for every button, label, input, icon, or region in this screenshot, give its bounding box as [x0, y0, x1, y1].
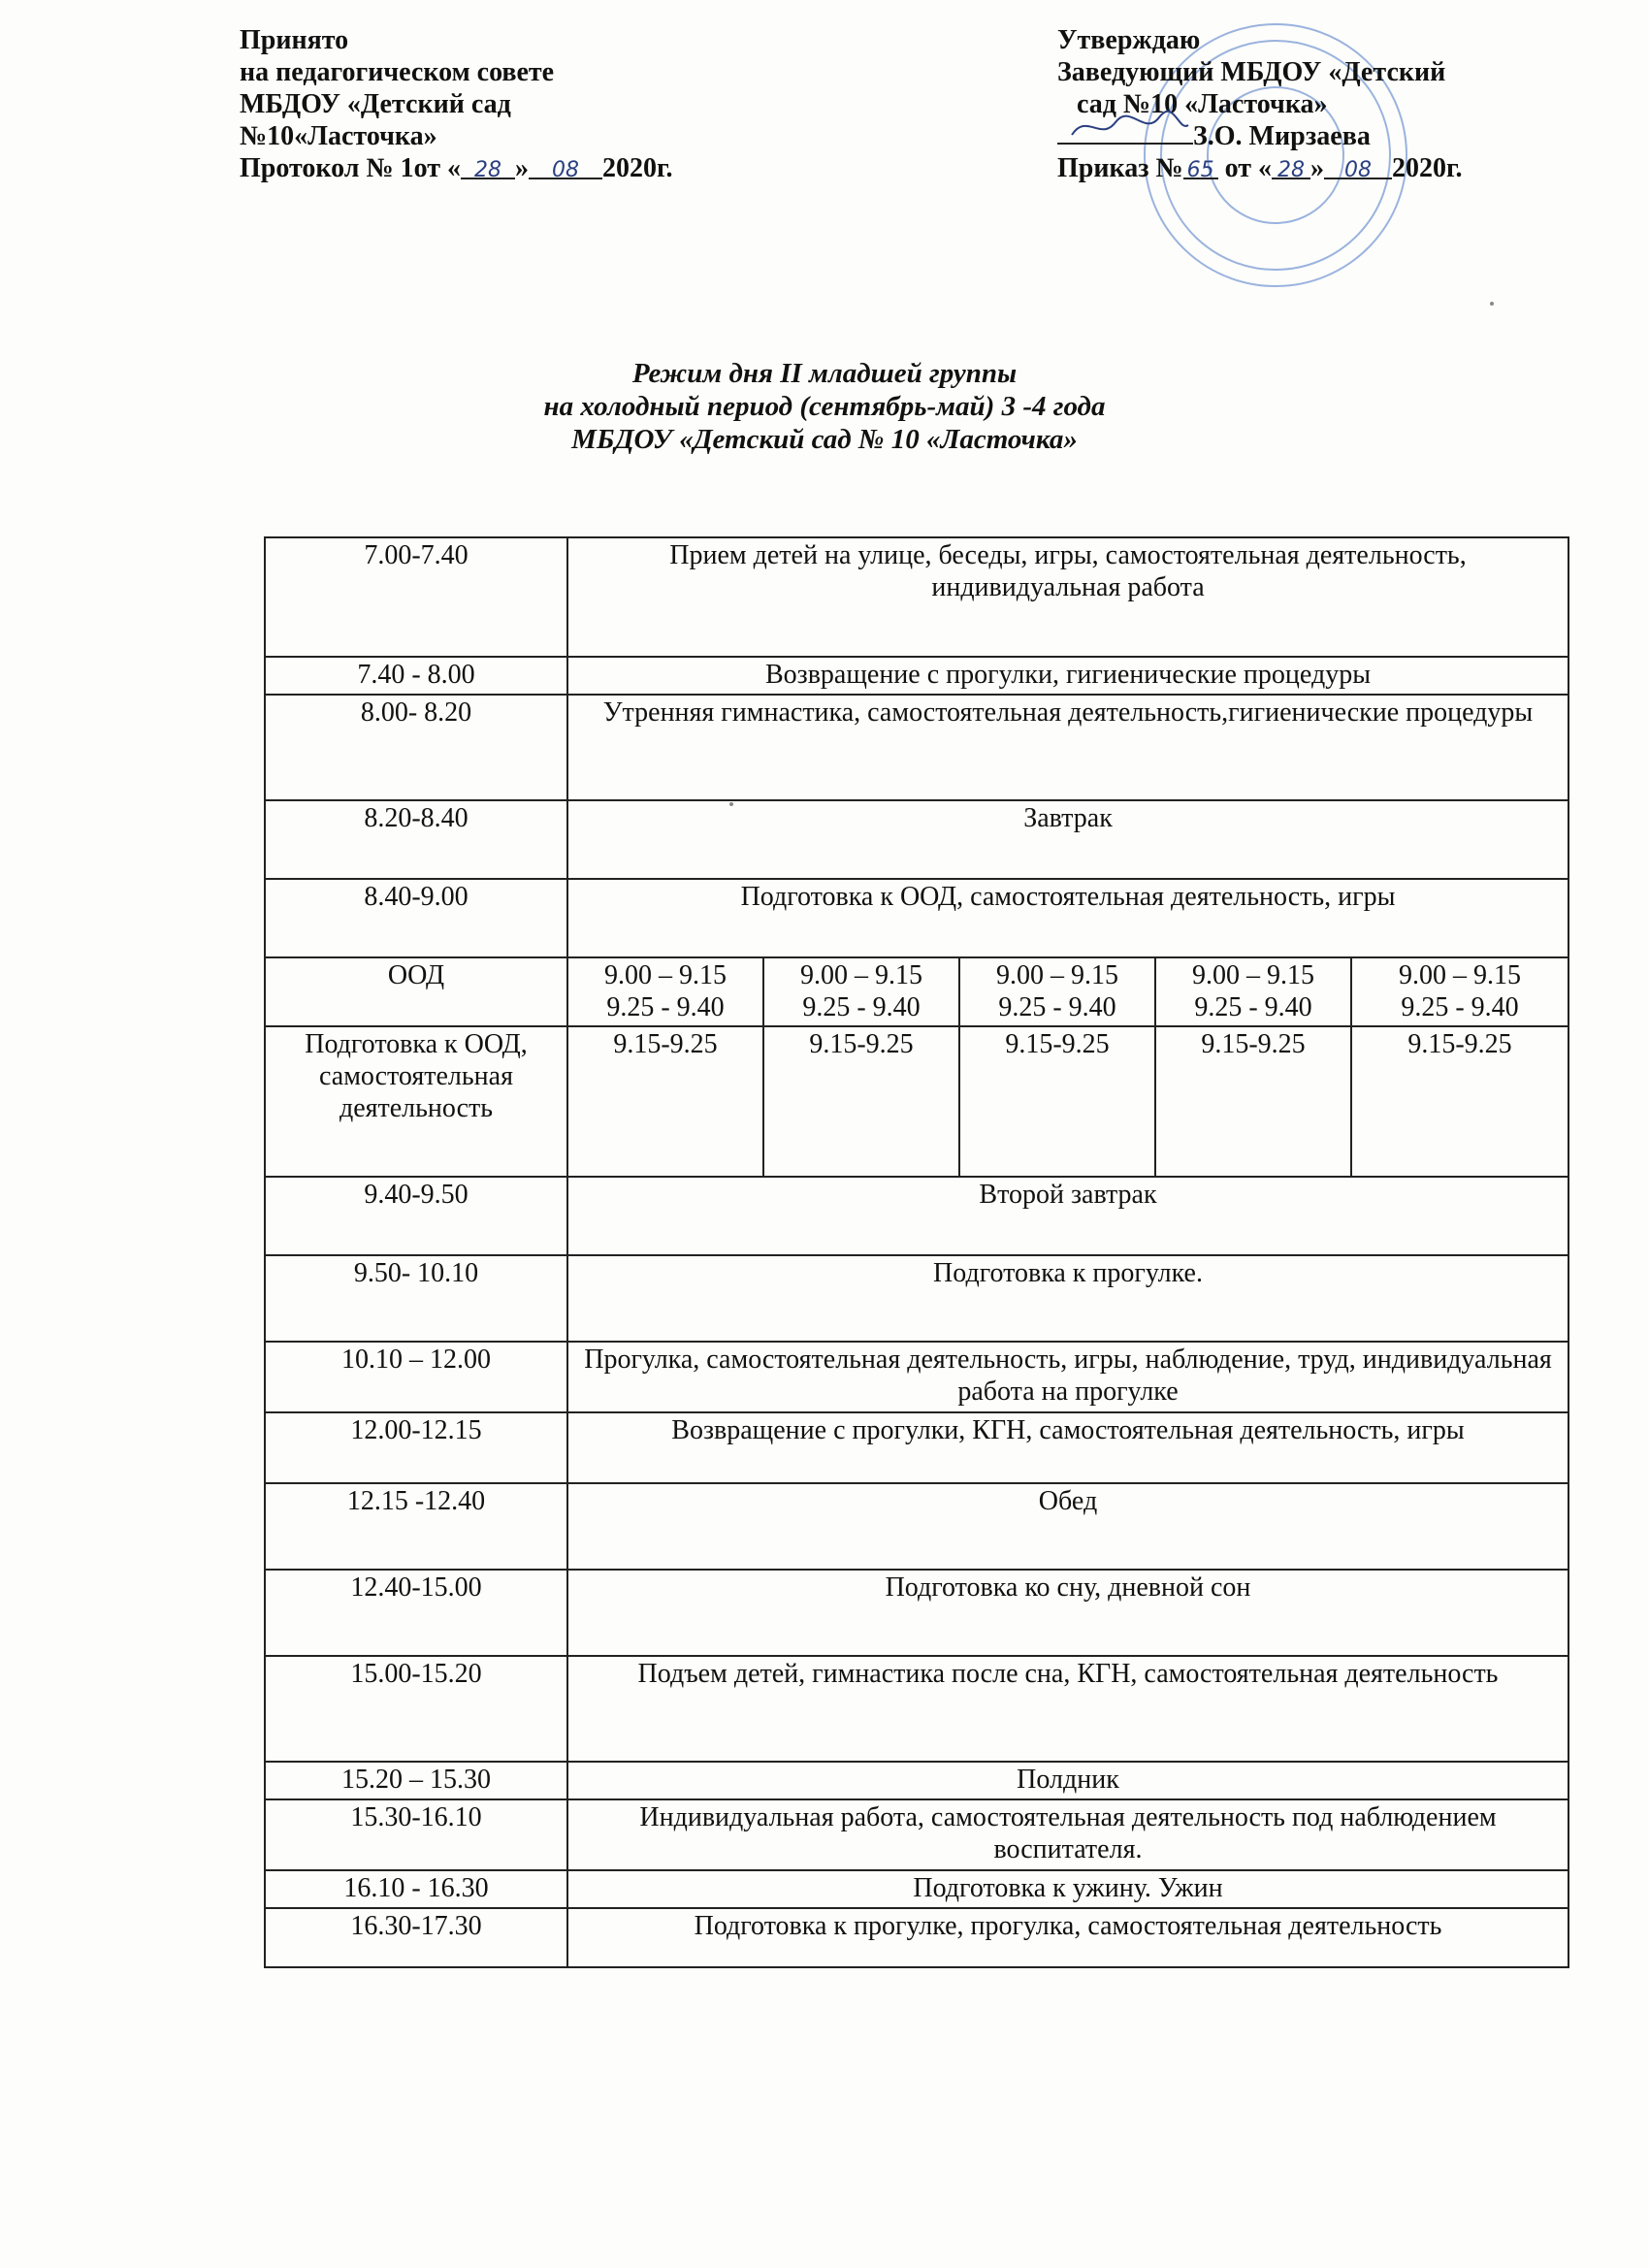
- approval-block: [240, 24, 673, 184]
- ood-cell: [959, 957, 1155, 1026]
- ood-slot-1: 9.00 – 9.15: [1399, 960, 1521, 990]
- ood-cell: [1351, 957, 1568, 1026]
- protocol-month: 08: [529, 154, 602, 179]
- break-cell: 9.15-9.25: [1351, 1026, 1568, 1177]
- table-row: [265, 1656, 1568, 1762]
- table-row: [265, 657, 1568, 695]
- time-cell: 8.00- 8.20: [265, 695, 567, 800]
- time-cell: 16.10 - 16.30: [265, 1870, 567, 1908]
- activity-cell: Завтрак: [567, 800, 1568, 879]
- activity-cell: Прогулка, самостоятельная деятельность, игры, наблюдение, труд, индивидуальная работа на прогулке: [567, 1342, 1568, 1412]
- protocol-prefix: Протокол № 1от «: [240, 153, 461, 183]
- time-cell: 7.00-7.40: [265, 537, 567, 657]
- time-cell: 8.40-9.00: [265, 879, 567, 957]
- time-cell: 9.50- 10.10: [265, 1255, 567, 1342]
- time-cell: 7.40 - 8.00: [265, 657, 567, 695]
- table-row-ood: [265, 957, 1568, 1026]
- approval-line-1: Принято: [240, 25, 349, 55]
- protocol-line: [240, 152, 673, 184]
- activity-cell: Прием детей на улице, беседы, игры, самостоятельная деятельность, индивидуальная работа: [567, 537, 1568, 657]
- time-cell: 15.20 – 15.30: [265, 1762, 567, 1799]
- director-signature: [1057, 121, 1193, 145]
- order-year: 2020г.: [1391, 153, 1463, 183]
- ood-slot-1: 9.00 – 9.15: [800, 960, 922, 990]
- ood-slot-2: 9.25 - 9.40: [606, 992, 725, 1022]
- table-row: [265, 695, 1568, 800]
- activity-cell: Утренняя гимнастика, самостоятельная деятельность,гигиенические процедуры: [567, 695, 1568, 800]
- activity-cell: Возвращение с прогулки, гигиенические процедуры: [567, 657, 1568, 695]
- scan-speck: [1490, 302, 1494, 306]
- director-line: [1057, 120, 1463, 152]
- schedule-table: [264, 536, 1569, 1968]
- activity-cell: Второй завтрак: [567, 1177, 1568, 1255]
- approve-line-2: Заведующий МБДОУ «Детский: [1057, 57, 1446, 87]
- order-mid: от «: [1224, 153, 1272, 183]
- break-cell: 9.15-9.25: [1155, 1026, 1351, 1177]
- ood-slot-2: 9.25 - 9.40: [998, 992, 1116, 1022]
- table-row: [265, 1762, 1568, 1799]
- time-cell: 9.40-9.50: [265, 1177, 567, 1255]
- director-name: З.О. Мирзаева: [1193, 121, 1371, 151]
- order-line: [1057, 152, 1463, 184]
- ood-slot-1: 9.00 – 9.15: [996, 960, 1118, 990]
- activity-cell: Возвращение с прогулки, КГН, самостоятельная деятельность, игры: [567, 1412, 1568, 1483]
- ood-cell: [567, 957, 763, 1026]
- protocol-day: 28: [461, 154, 515, 179]
- time-cell: 12.15 -12.40: [265, 1483, 567, 1570]
- table-row-break: [265, 1026, 1568, 1177]
- table-row: [265, 1342, 1568, 1412]
- table-row: [265, 1908, 1568, 1967]
- protocol-mid: »: [515, 153, 529, 183]
- approval-line-4: №10«Ласточка»: [240, 121, 437, 151]
- table-row: [265, 1570, 1568, 1656]
- scan-speck: [729, 802, 733, 806]
- table-row: [265, 1799, 1568, 1870]
- time-cell: Подготовка к ООД, самостоятельная деятельность: [265, 1026, 567, 1177]
- activity-cell: Подготовка к прогулке.: [567, 1255, 1568, 1342]
- approval-line-2: на педагогическом совете: [240, 57, 555, 87]
- order-month: 08: [1324, 154, 1392, 179]
- activity-cell: Обед: [567, 1483, 1568, 1570]
- ood-slot-1: 9.00 – 9.15: [604, 960, 727, 990]
- ood-cell: [1155, 957, 1351, 1026]
- protocol-year: 2020г.: [602, 153, 673, 183]
- order-number: 65: [1183, 154, 1218, 179]
- ood-slot-1: 9.00 – 9.15: [1192, 960, 1314, 990]
- ood-slot-2: 9.25 - 9.40: [1194, 992, 1312, 1022]
- approval-line-3: МБДОУ «Детский сад: [240, 89, 511, 119]
- table-row: [265, 1870, 1568, 1908]
- table-row: [265, 1255, 1568, 1342]
- table-row: [265, 1412, 1568, 1483]
- break-cell: 9.15-9.25: [567, 1026, 763, 1177]
- title-line-2: на холодный период (сентябрь-май) 3 -4 года: [543, 391, 1106, 422]
- table-row: [265, 800, 1568, 879]
- break-cell: 9.15-9.25: [959, 1026, 1155, 1177]
- activity-cell: Полдник: [567, 1762, 1568, 1799]
- time-cell: 16.30-17.30: [265, 1908, 567, 1967]
- document-title: [0, 357, 1649, 456]
- order-mid2: »: [1310, 153, 1324, 183]
- time-cell: 15.00-15.20: [265, 1656, 567, 1762]
- time-cell: 10.10 – 12.00: [265, 1342, 567, 1412]
- break-cell: 9.15-9.25: [763, 1026, 959, 1177]
- activity-cell: Подготовка к прогулке, прогулка, самостоятельная деятельность: [567, 1908, 1568, 1967]
- order-prefix: Приказ №: [1057, 153, 1183, 183]
- table-row: [265, 1177, 1568, 1255]
- approve-line-3: сад №10 «Ласточка»: [1077, 89, 1328, 119]
- time-cell: ООД: [265, 957, 567, 1026]
- approve-line-1: Утверждаю: [1057, 25, 1201, 55]
- table-row: [265, 879, 1568, 957]
- title-line-3: МБДОУ «Детский сад № 10 «Ласточка»: [571, 424, 1078, 455]
- ood-cell: [763, 957, 959, 1026]
- activity-cell: Подъем детей, гимнастика после сна, КГН, самостоятельная деятельность: [567, 1656, 1568, 1762]
- time-cell: 8.20-8.40: [265, 800, 567, 879]
- time-cell: 12.40-15.00: [265, 1570, 567, 1656]
- order-day: 28: [1272, 154, 1310, 179]
- approval-signature-block: [1057, 24, 1463, 184]
- activity-cell: Индивидуальная работа, самостоятельная деятельность под наблюдением воспитателя.: [567, 1799, 1568, 1870]
- ood-slot-2: 9.25 - 9.40: [1401, 992, 1519, 1022]
- activity-cell: Подготовка к ужину. Ужин: [567, 1870, 1568, 1908]
- table-row: [265, 1483, 1568, 1570]
- table-row: [265, 537, 1568, 657]
- time-cell: 12.00-12.15: [265, 1412, 567, 1483]
- ood-slot-2: 9.25 - 9.40: [802, 992, 921, 1022]
- time-cell: 15.30-16.10: [265, 1799, 567, 1870]
- activity-cell: Подготовка к ООД, самостоятельная деятельность, игры: [567, 879, 1568, 957]
- activity-cell: Подготовка ко сну, дневной сон: [567, 1570, 1568, 1656]
- title-line-1: Режим дня II младшей группы: [631, 358, 1018, 389]
